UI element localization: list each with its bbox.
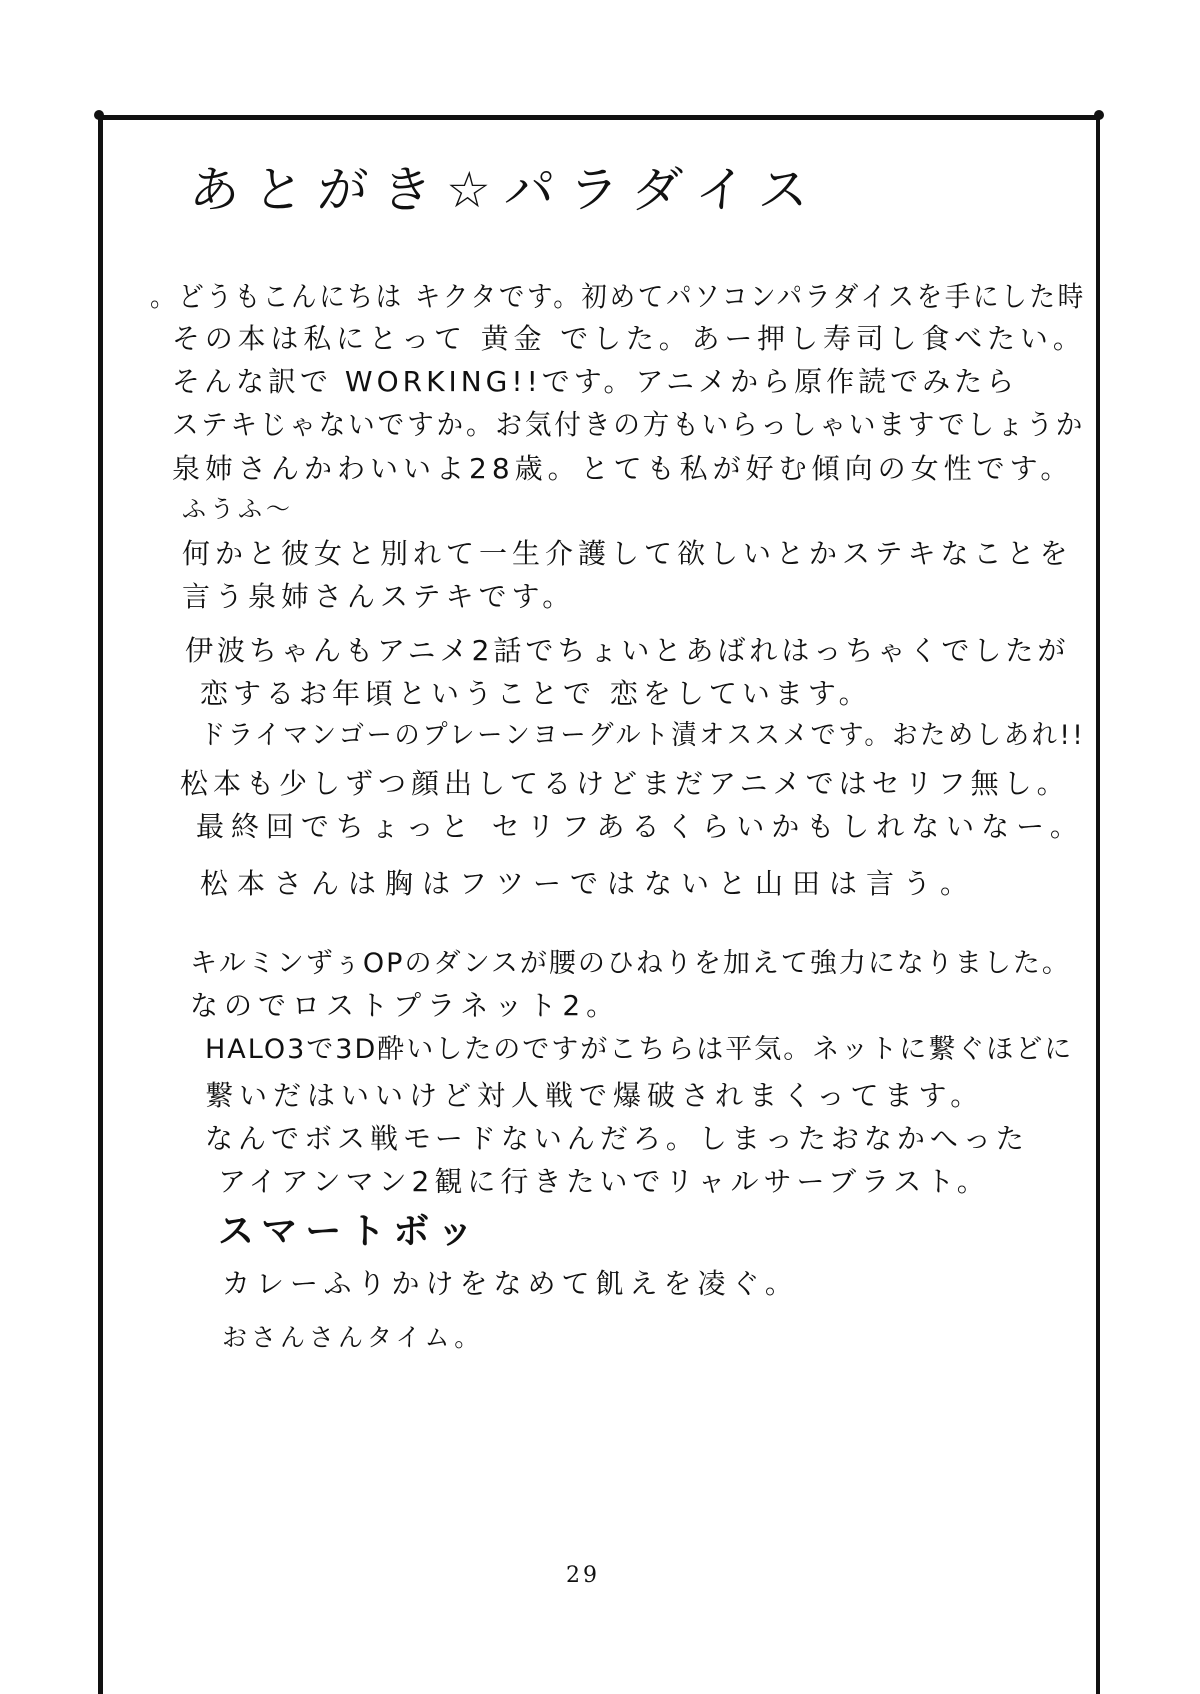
- text-line: ふうふ〜: [182, 495, 294, 523]
- text-line: 松本さんは胸はフツーではないと山田は言う。: [200, 867, 978, 900]
- text-line: カレーふりかけをなめて飢えを凌ぐ。: [222, 1267, 799, 1300]
- text-line: 言う泉姉さんステキです。: [182, 580, 576, 613]
- page-number: 29: [566, 1563, 600, 1588]
- afterword-title: あとがき☆パラダイス: [187, 161, 825, 219]
- text-line: ステキじゃないですか。お気付きの方もいらっしゃいますでしょうか: [172, 408, 1086, 441]
- text-line: ドライマンゴーのプレーンヨーグルト漬オススメです。おためしあれ!!: [200, 720, 1086, 751]
- text-line: 恋するお年頃ということで 恋をしています。: [200, 677, 872, 710]
- text-line: おさんさんタイム。: [222, 1323, 484, 1352]
- text-line: 繋いだはいいけど対人戦で爆破されまくってます。: [205, 1079, 985, 1112]
- text-line: 泉姉さんかわいいよ28歳。とても私が好む傾向の女性です。: [172, 452, 1074, 485]
- text-line: 伊波ちゃんもアニメ2話でちょいとあばれはっちゃくでしたが: [185, 634, 1070, 667]
- text-line: アイアンマン2観に行きたいでリャルサーブラスト。: [218, 1165, 990, 1198]
- text-line: なんでボス戦モードないんだろ。しまったおなかへった: [205, 1122, 1029, 1155]
- text-line: 松本も少しずつ顔出してるけどまだアニメではセリフ無し。: [180, 767, 1070, 800]
- text-line: そんな訳で WORKING!!です。アニメから原作読でみたら: [172, 365, 1019, 398]
- text-line: キルミンずぅOPのダンスが腰のひねりを加えて強力になりました。: [190, 948, 1071, 979]
- text-line: 。どうもこんにちは キクタです。初めてパソコンパラダイスを手にした時: [150, 280, 1086, 313]
- text-line: HALO3で3D酔いしたのですがこちらは平気。ネットに繋ぐほどに: [205, 1034, 1074, 1065]
- text-line: 何かと彼女と別れて一生介護して欲しいとかステキなことを: [182, 537, 1073, 570]
- text-line: なのでロストプラネット2。: [190, 989, 621, 1022]
- text-line-emphasis: スマートボッ: [218, 1211, 482, 1252]
- text-line: 最終回でちょっと セリフあるくらいかもしれないなー。: [196, 810, 1085, 843]
- text-line: その本は私にとって 黄金 でした。あー押し寿司し食べたい。: [172, 322, 1086, 355]
